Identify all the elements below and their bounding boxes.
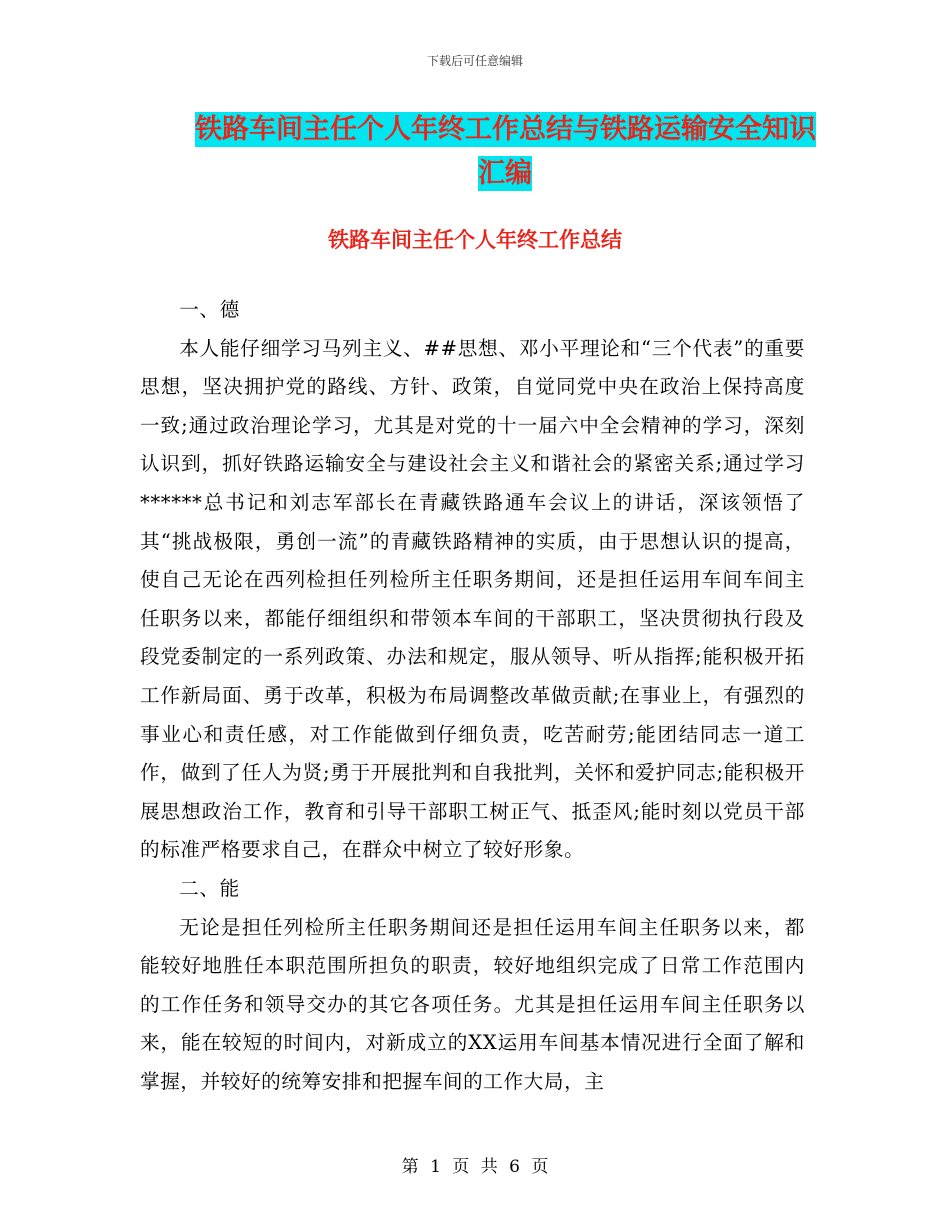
document-title xyxy=(195,108,815,196)
paragraph-heading-de: 一、德 xyxy=(179,298,240,321)
paragraph-heading-neng: 二、能 xyxy=(179,876,240,900)
header-note: 下载后可任意编辑 xyxy=(426,54,523,68)
page-number: 第 1 页 共 6 页 xyxy=(401,1157,549,1177)
document-title-line1: 铁路车间主任个人年终工作总结与铁路运输安全知识 xyxy=(195,114,816,145)
paragraph: 无论是担任列检所主任职务期间还是担任运用车间主任职务以来，都能较好地胜任本职范围所担负的职责，较好地组织完成了日常工作范围内的工作任务和领导交办的其它各项任务。尤其是担任运用车间主任职务以来，能在较短的时间内，对新成立的XX运用车间基本情况进行全面了解和掌握，并较好的统筹安排和把握车间的工作大局，主 xyxy=(140,915,805,1093)
paragraph: 本人能仔细学习马列主义、##思想、邓小平理论和“三个代表”的重要思想，坚决拥护党的路线、方针、政策，自觉同党中央在政治上保持高度一致;通过政治理论学习，尤其是对党的十一届六中全会精神的学习，深刻认识到，抓好铁路运输安全与建设社会主义和谐社会的紧密关系;通过学习******总书记和刘志军部长在青藏铁路通车会议上的讲话，深该领悟了其“挑战极限，勇创一流”的青藏铁路精神的实质，由于思想认识的提高，使自己无论在西列检担任列检所主任职务期间，还是担任运用车间车间主任职务以来，都能仔细组织和带领本车间的干部职工，坚决贯彻执行段及段党委制定的一系列政策、办法和规定，服从领导、听从指挥;能积极开拓工作新局面、勇于改革，积极为布局调整改革做贡献;在事业上，有强烈的事业心和责任感，对工作能做到仔细负责，吃苦耐劳;能团结同志一道工作，做到了任人为贤;勇于开展批判和自我批判，关怀和爱护同志;能积极开展思想政治工作，教育和引导干部职工树正气、抵歪风;能时刻以党员干部的标准严格要求自己，在群众中树立了较好形象。 xyxy=(140,336,805,862)
section-title: 铁路车间主任个人年终工作总结 xyxy=(328,227,622,252)
document-body xyxy=(140,291,805,1101)
document-title-line2: 汇编 xyxy=(478,158,532,189)
